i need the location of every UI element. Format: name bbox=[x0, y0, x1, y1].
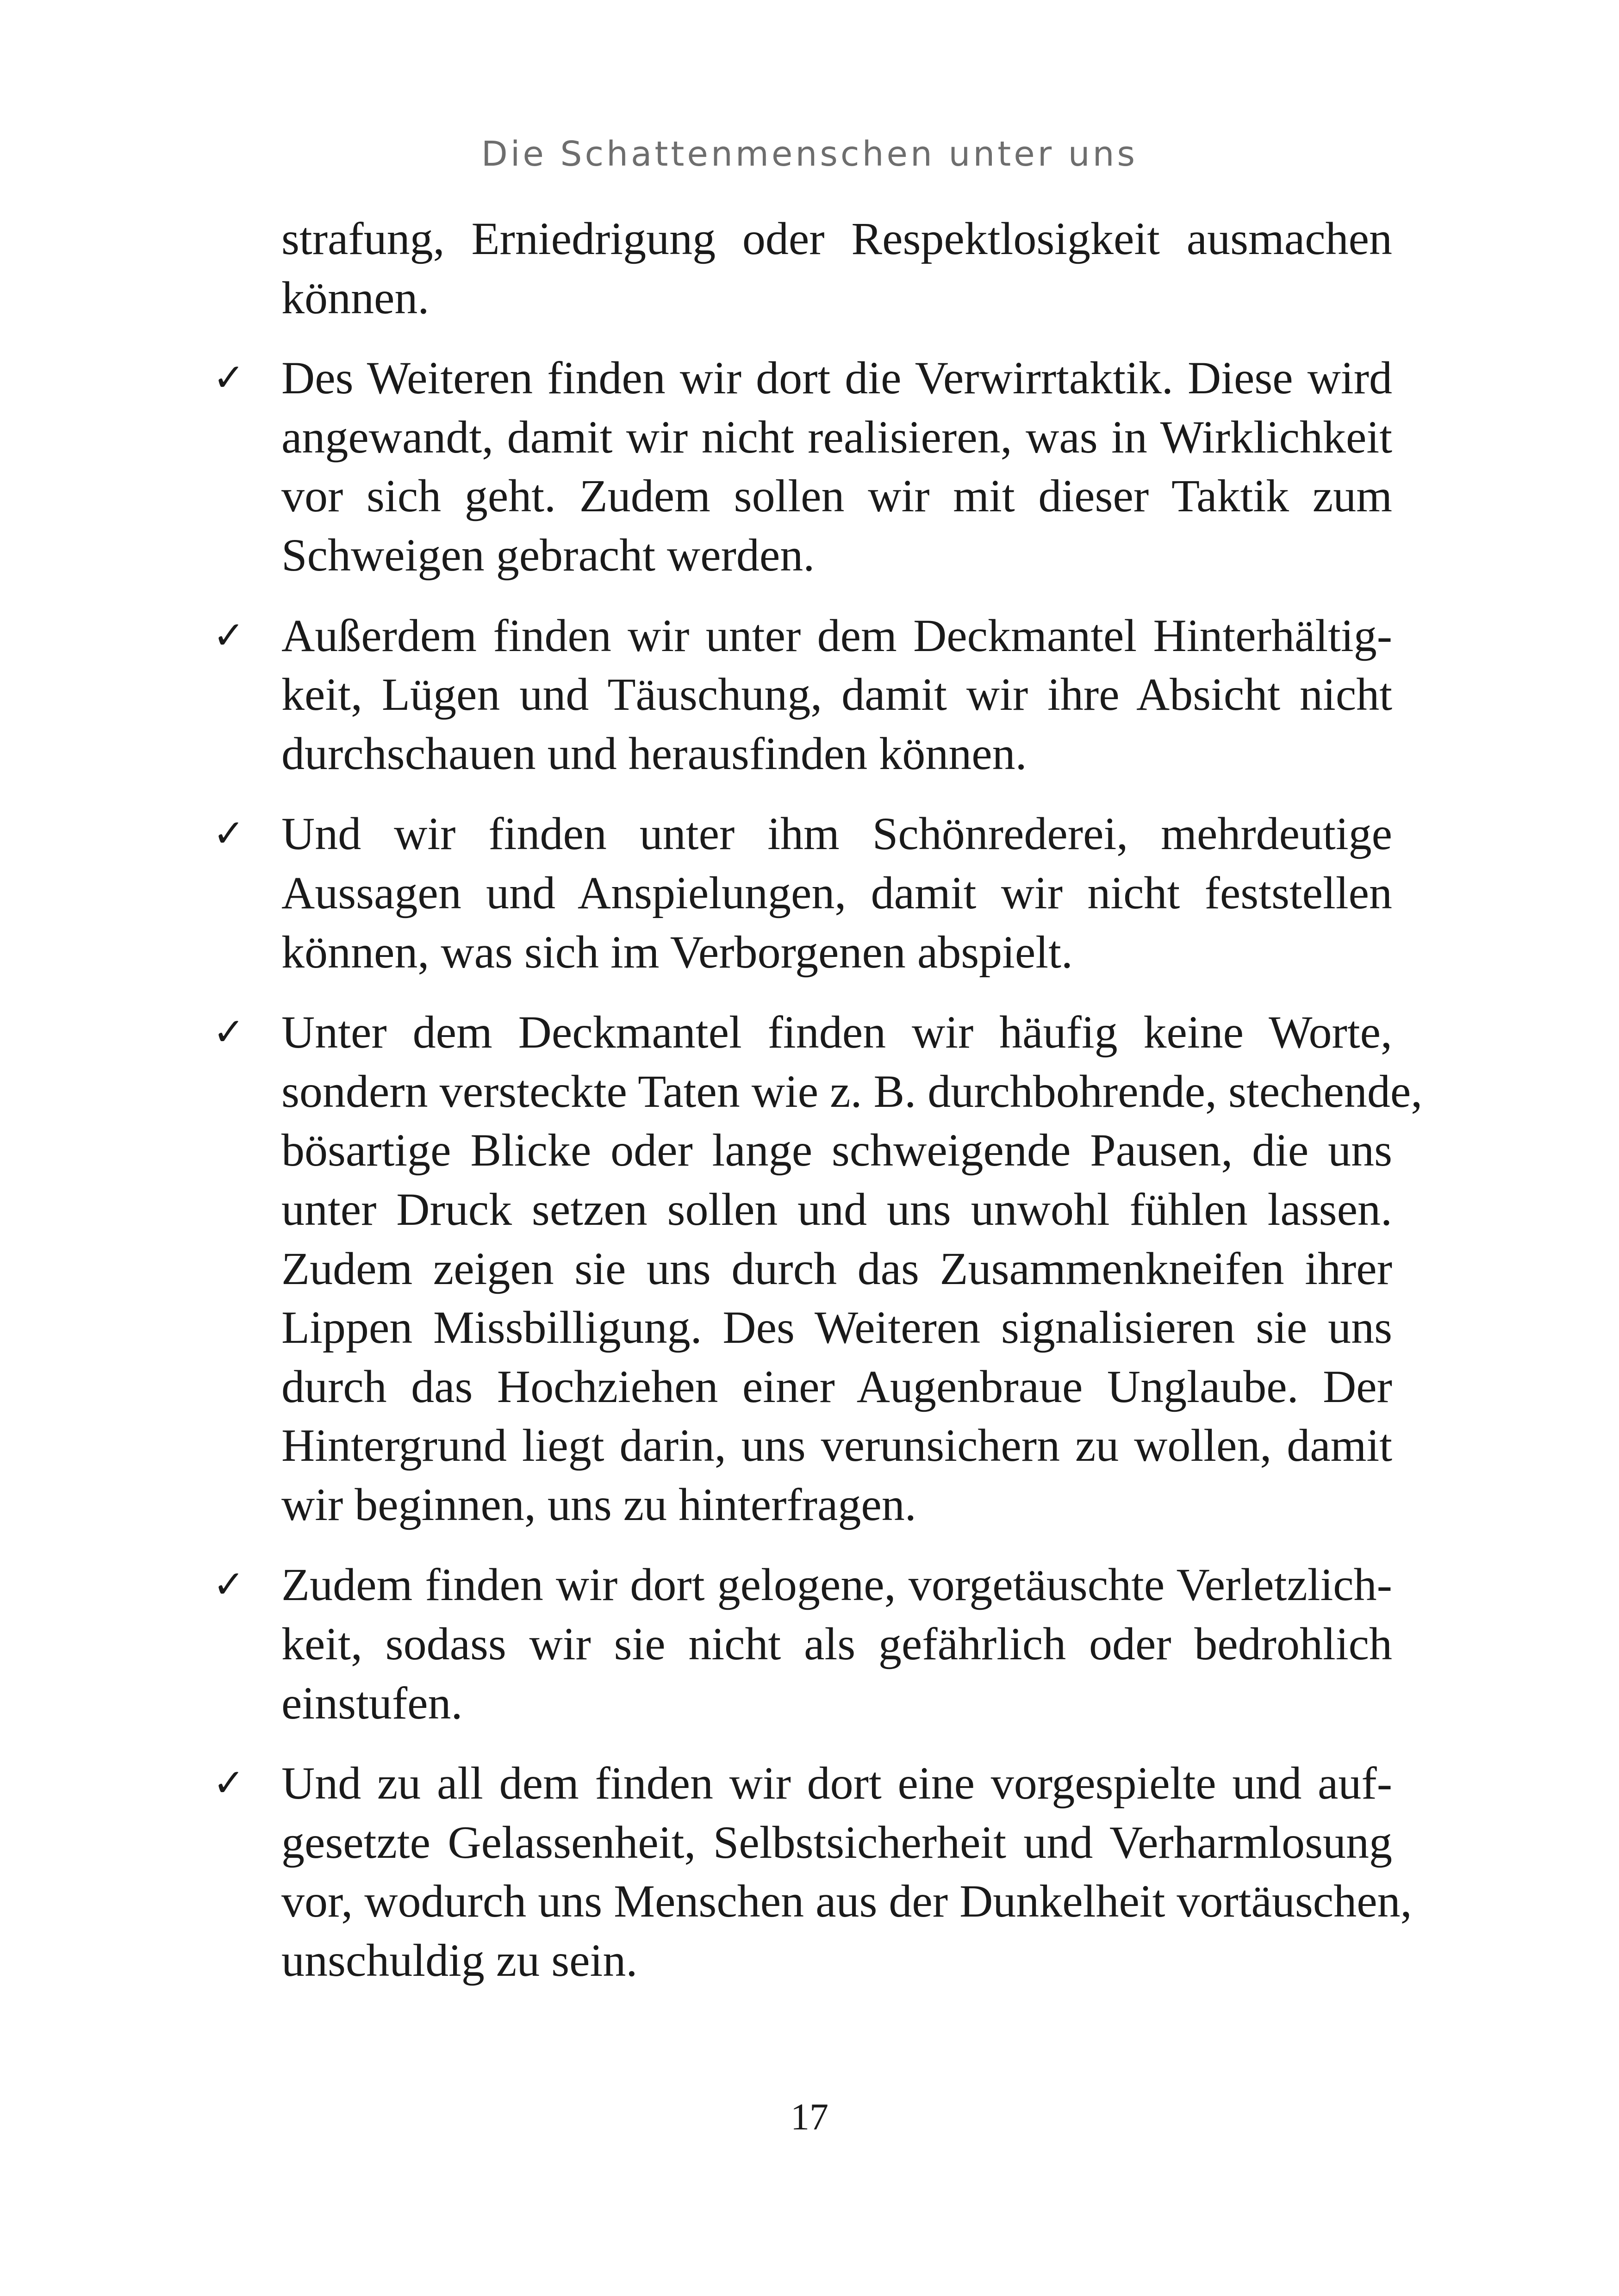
text-line: Des Weiteren finden wir dort die Verwirrtaktik. Diese wird bbox=[281, 352, 1392, 404]
text-line: Außerdem finden wir unter dem Deckmantel Hinterhältig- bbox=[281, 609, 1392, 661]
text-line: sondern versteckte Taten wie z. B. durchbohrende, stechende, bbox=[281, 1065, 1423, 1117]
text-line: strafung, Erniedrigung oder Respektlosigkeit ausmachen bbox=[281, 213, 1392, 264]
text-line: Unter dem Deckmantel finden wir häufig keine Worte, bbox=[281, 1006, 1392, 1058]
bullet-item bbox=[213, 606, 1392, 783]
text-line: bösartige Blicke oder lange schweigende Pausen, die uns bbox=[281, 1124, 1392, 1176]
check-mark-icon: ✓ bbox=[213, 1761, 245, 1806]
continuation-paragraph bbox=[281, 209, 1392, 327]
text-line: Zudem zeigen sie uns durch das Zusammenkneifen ihrer bbox=[281, 1242, 1392, 1294]
bullet-item bbox=[213, 348, 1392, 584]
text-line: unschuldig zu sein. bbox=[281, 1935, 638, 1986]
bullet-item bbox=[213, 1555, 1392, 1732]
text-line: Zudem finden wir dort gelogene, vorgetäuschte Verletzlich- bbox=[281, 1559, 1392, 1611]
text-line: Lippen Missbilligung. Des Weiteren signalisieren sie uns bbox=[281, 1302, 1392, 1353]
check-mark-icon: ✓ bbox=[213, 356, 245, 400]
text-line: Hintergrund liegt darin, uns verunsichern zu wollen, damit bbox=[281, 1420, 1392, 1471]
text-line: gesetzte Gelassenheit, Selbstsicherheit und Verharmlosung bbox=[281, 1816, 1392, 1868]
text-line: können, was sich im Verborgenen abspielt. bbox=[281, 926, 1073, 978]
text-line: einstufen. bbox=[281, 1677, 463, 1729]
check-mark-icon: ✓ bbox=[213, 613, 245, 658]
text-line: durchschauen und herausfinden können. bbox=[281, 727, 1027, 779]
bullet-item bbox=[213, 804, 1392, 981]
bullet-item bbox=[213, 1754, 1412, 1990]
text-line: können. bbox=[281, 272, 430, 323]
text-line: Schweigen gebracht werden. bbox=[281, 529, 815, 581]
text-line: Aussagen und Anspielungen, damit wir nicht feststellen bbox=[281, 867, 1392, 918]
text-line: wir beginnen, uns zu hinterfragen. bbox=[281, 1478, 916, 1530]
check-mark-icon: ✓ bbox=[213, 1010, 245, 1055]
text-line: durch das Hochziehen einer Augenbraue Unglaube. Der bbox=[281, 1360, 1392, 1412]
text-line: keit, Lügen und Täuschung, damit wir ihre Absicht nicht bbox=[281, 669, 1392, 720]
running-header: Die Schattenmenschen unter uns bbox=[481, 134, 1138, 174]
text-line: angewandt, damit wir nicht realisieren, was in Wirklichkeit bbox=[281, 411, 1392, 463]
check-mark-icon: ✓ bbox=[213, 1563, 245, 1607]
text-line: unter Druck setzen sollen und uns unwohl fühlen lassen. bbox=[281, 1183, 1392, 1235]
text-line: keit, sodass wir sie nicht als gefährlich oder bedrohlich bbox=[281, 1618, 1392, 1670]
text-line: Und wir finden unter ihm Schönrederei, mehrdeutige bbox=[281, 808, 1392, 860]
text-line: vor, wodurch uns Menschen aus der Dunkelheit vortäuschen, bbox=[281, 1875, 1412, 1927]
bullet-item bbox=[213, 1003, 1423, 1534]
text-line: vor sich geht. Zudem sollen wir mit dieser Taktik zum bbox=[281, 470, 1392, 522]
page-number: 17 bbox=[791, 2096, 828, 2138]
body-text bbox=[0, 209, 1619, 2011]
text-line: Und zu all dem finden wir dort eine vorgespielte und auf- bbox=[281, 1757, 1392, 1809]
check-mark-icon: ✓ bbox=[213, 812, 245, 856]
